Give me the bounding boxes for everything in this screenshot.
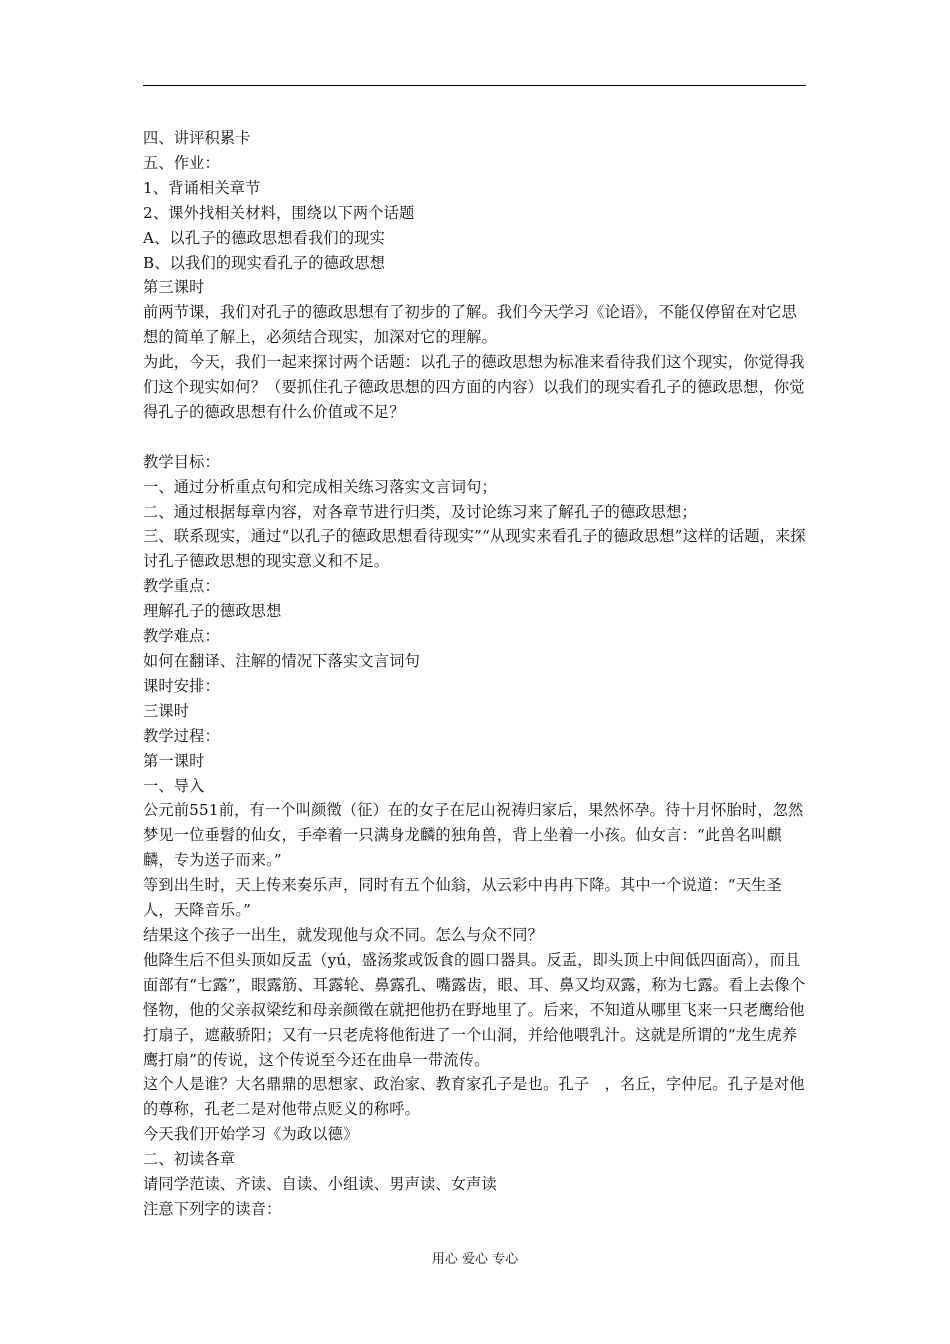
text-line: B、以我们的现实看孔子的德政思想 — [143, 253, 386, 272]
text-line: 一、导入 — [143, 776, 205, 795]
text-line: 教学过程： — [143, 726, 220, 745]
text-line: 结果这个孩子一出生，就发现他与众不同。怎么与众不同？ — [143, 925, 544, 944]
text-line: 2、课外找相关材料，围绕以下两个话题 — [143, 203, 415, 222]
text-line: 等到出生时，天上传来奏乐声，同时有五个仙翁，从云彩中冉冉下降。其中一个说道：“天生圣人，天降音乐。” — [143, 876, 782, 920]
text-line: 教学难点： — [143, 627, 220, 646]
text-line: 第一课时 — [143, 751, 205, 770]
text-line: 教学重点： — [143, 577, 220, 596]
document-body — [143, 126, 807, 1222]
text-line: 1、背诵相关章节 — [143, 178, 261, 197]
text-line: 三课时 — [143, 701, 190, 720]
text-line: 这个人是谁？大名鼎鼎的思想家、政治家、教育家孔子是也。孔子 ，名丘，字仲尼。孔子是对他的尊称，孔老二是对他带点贬义的称呼。 — [143, 1075, 805, 1119]
text-line: 二、通过根据每章内容，对各章节进行归类，及讨论练习来了解孔子的德政思想； — [143, 502, 697, 521]
text-line: 第三课时 — [143, 278, 205, 297]
text-line: 理解孔子的德政思想 — [143, 602, 282, 621]
text-line: 四、讲评积累卡 — [143, 129, 251, 147]
text-line: A、以孔子的德政思想看我们的现实 — [143, 228, 385, 247]
header-rule — [143, 85, 806, 86]
text-line: 三、联系现实，通过“以孔子的德政思想看待现实”“从现实来看孔子的德政思想”这样的话题，来探讨孔子德政思想的现实意义和不足。 — [143, 527, 806, 571]
text-line: 课时安排： — [143, 676, 220, 695]
text-line: 如何在翻译、注解的情况下落实文言词句 — [143, 652, 420, 671]
text-line: 二、初读各章 — [143, 1150, 236, 1169]
text-line: 五、作业： — [143, 153, 220, 172]
text-line: 注意下列字的读音： — [143, 1199, 282, 1218]
page-footer: 用心 爱心 专心 — [431, 1252, 519, 1267]
text-line: 一、通过分析重点句和完成相关练习落实文言词句； — [143, 477, 497, 496]
text-line: 教学目标： — [143, 452, 220, 471]
text-line: 今天我们开始学习《为政以德》 — [143, 1125, 359, 1144]
text-line: 他降生后不但头顶如反盂（yú，盛汤浆或饭食的圆口器具。反盂，即头顶上中间低四面高），而且面部有“七露”，眼露筋、耳露轮、鼻露孔、嘴露齿，眼、耳、鼻又均双露，称为七露。看上去像个怪物，他的父亲叔梁纥和母亲颜徵在就把他扔在野地里了。后来，不知道从哪里飞来一只老鹰给他打扇子，遮蔽骄阳；又有一只老虎将他衔进了一个山洞，并给他喂乳汁。这就是所谓的“龙生虎养鹰打扇”的传说，这个传说至今还在曲阜一带流传。 — [143, 950, 806, 1069]
text-line: 请同学范读、齐读、自读、小组读、男声读、女声读 — [143, 1175, 497, 1194]
text-line: 公元前551前，有一个叫颜徵（征）在的女子在尼山祝祷归家后，果然怀孕。待十月怀胎时，忽然梦见一位垂髫的仙女，手牵着一只满身龙麟的独角兽，背上坐着一小孩。仙女言：“此兽名叫麒麟，专为送子而来。” — [143, 801, 804, 870]
blank-line — [143, 425, 807, 450]
text-line: 为此，今天，我们一起来探讨两个话题：以孔子的德政思想为标准来看待我们这个现实，你觉得我们这个现实如何？（要抓住孔子德政思想的四方面的内容）以我们的现实看孔子的德政思想，你觉得孔子的德政思想有什么价值或不足？ — [143, 353, 805, 421]
text-line: 前两节课，我们对孔子的德政思想有了初步的了解。我们今天学习《论语》，不能仅停留在对它思想的简单了解上，必须结合现实，加深对它的理解。 — [143, 303, 798, 347]
